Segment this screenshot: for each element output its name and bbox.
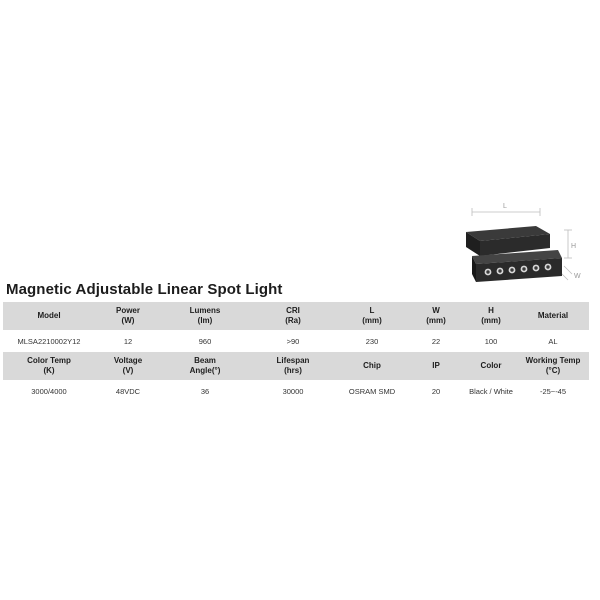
value-lumens: 960 (161, 330, 249, 352)
product-image (458, 200, 588, 295)
value-ip: 20 (407, 380, 465, 402)
header-ip: IP (407, 352, 465, 380)
header-voltage: Voltage (V) (95, 352, 161, 380)
header-working-temp: Working Temp (°C) (517, 352, 589, 380)
product-title: Magnetic Adjustable Linear Spot Light (6, 281, 283, 298)
header-cri: CRI (Ra) (249, 302, 337, 330)
value-chip: OSRAM SMD (337, 380, 407, 402)
header-chip: Chip (337, 352, 407, 380)
value-cri: >90 (249, 330, 337, 352)
value-material: AL (517, 330, 589, 352)
value-height: 100 (465, 330, 517, 352)
header-color-temp: Color Temp (K) (3, 352, 95, 380)
header-color: Color (465, 352, 517, 380)
value-lifespan: 30000 (249, 380, 337, 402)
value-length: 230 (337, 330, 407, 352)
value-power: 12 (95, 330, 161, 352)
spec-value-row (3, 330, 589, 352)
spec-header-row-2 (3, 352, 589, 380)
dimension-label-l: L (503, 203, 507, 210)
dimension-label-h: H (571, 243, 577, 250)
dimension-label-w: W (574, 273, 581, 280)
value-voltage: 48VDC (95, 380, 161, 402)
value-beam-angle: 36 (161, 380, 249, 402)
header-material: Material (517, 302, 589, 330)
header-width: W (mm) (407, 302, 465, 330)
value-model: MLSA2210002Y12 (3, 330, 95, 352)
value-color-temp: 3000/4000 (3, 380, 95, 402)
value-width: 22 (407, 330, 465, 352)
spec-table (3, 302, 589, 402)
value-color: Black / White (465, 380, 517, 402)
header-model: Model (3, 302, 95, 330)
header-lifespan: Lifespan (hrs) (249, 352, 337, 380)
header-lumens: Lumens (lm) (161, 302, 249, 330)
header-power: Power (W) (95, 302, 161, 330)
spec-header-row (3, 302, 589, 330)
fixture-body (466, 226, 562, 282)
header-beam-angle: Beam Angle(°) (161, 352, 249, 380)
header-height: H (mm) (465, 302, 517, 330)
spec-value-row-2 (3, 380, 589, 402)
header-length: L (mm) (337, 302, 407, 330)
value-working-temp: -25~-45 (517, 380, 589, 402)
